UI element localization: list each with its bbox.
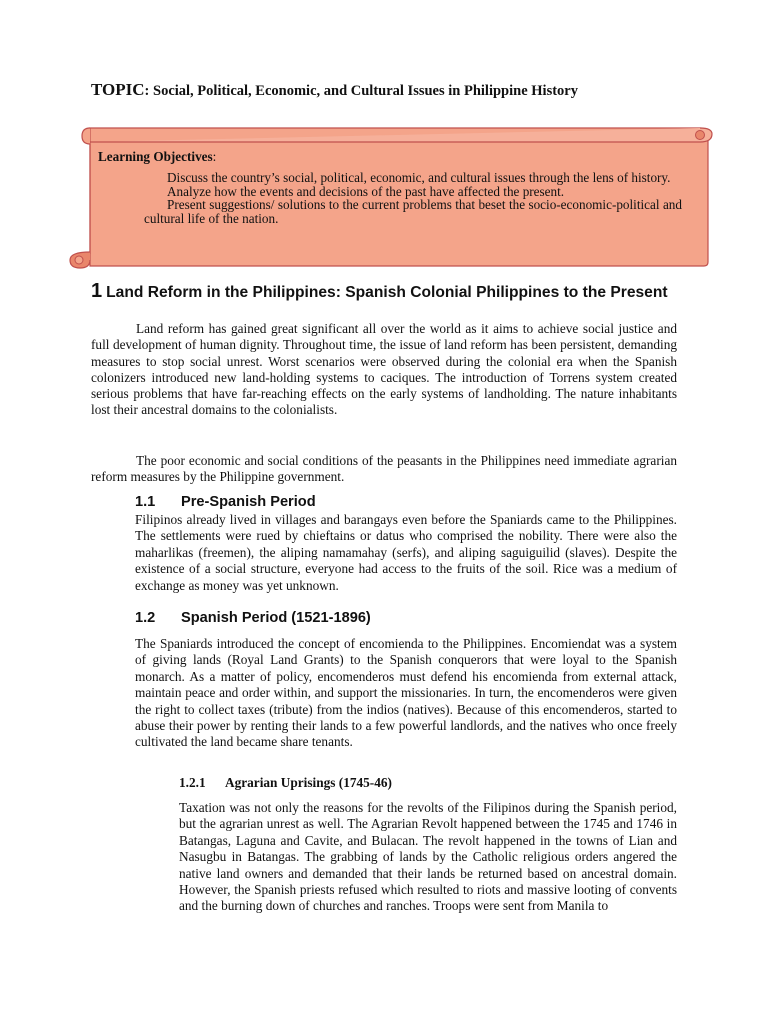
topic-title: : Social, Political, Economic, and Cultural Issues in Philippine History [144, 83, 578, 99]
objective-item: Discuss the country’s social, political, economic, and cultural issues through the lens of history. [167, 170, 671, 186]
paragraph: The Spaniards introduced the concept of encomienda to the Philippines. Encomiendat was a system of giving lands (Royal Land Grants) to the Spanish conquerors that were loyal to the Spanish monarch. As a matter of policy, encomenderos must defend his encomienda from external attack, maintain peace and order within, and support the missionaries. In turn, the encomenderos were given the right to collect taxes (tribute) from the indios (natives). Because of this encomenderos, started to abuse their power by renting their lands to a few powerful landlords, and the natives who once freely cultivated the land became share tenants. [135, 636, 677, 750]
paragraph: Taxation was not only the reasons for the revolts of the Filipinos during the Spanish period, but the agrarian unrest as well. The Agrarian Revolt happened between the 1745 and 1746 in Batangas, Laguna and Cavite, and Bulacan. The revolt happened in the towns of Lian and Nasugbu in Batangas. The grabbing of lands by the Catholic religious orders angered the native land owners and demanded that their lands be returned based on ancestral domain. However, the Spanish priests refused which resulted to riots and massive looting of convents and the burning down of churches and ranches. Troops were sent from Manila to [179, 800, 677, 914]
subsubsection-number: 1.2.1 [179, 775, 206, 790]
subsection-number: 1.2 [135, 610, 156, 626]
paragraph: Filipinos already lived in villages and barangays even before the Spaniards came to the Philippines. The settlements were rued by chieftains or datus who comprised the nobility. There were also the maharlikas (freemen), the aliping namamahay (serfs), and aliping saguiguilid (slaves). Despite the existence of a social structure, everyone had access to the fruits of the soil. Rice was a medium of exchange as money was yet unknown. [135, 512, 677, 593]
subsection-title: Pre-Spanish Period [181, 494, 316, 510]
subsubsection-heading [179, 775, 392, 791]
topic-label: TOPIC [91, 80, 145, 99]
subsection-title: Spanish Period (1521-1896) [181, 610, 371, 626]
page-title [91, 80, 677, 101]
objective-item: Analyze how the events and decisions of the past have affected the present. [167, 183, 565, 199]
section-heading [91, 281, 691, 303]
subsubsection-title: Agrarian Uprisings (1745-46) [225, 775, 392, 790]
learning-objectives [98, 150, 682, 225]
subsection-number: 1.1 [135, 494, 156, 510]
section-number: 1 [91, 280, 103, 302]
subsection-heading [135, 493, 316, 511]
objective-item: Present suggestions/ solutions to the current problems that beset the socio-economic-political and cultural life of the nation. [144, 197, 682, 226]
objectives-heading: Learning Objectives: [98, 149, 217, 164]
section-title: Land Reform in the Philippines: Spanish Colonial Philippines to the Present [106, 284, 668, 301]
subsection-heading [135, 609, 371, 627]
paragraph: Land reform has gained great significant all over the world as it aims to achieve social justice and full development of human dignity. Throughout time, the issue of land reform has been persistent, demanding measures to stop social unrest. Worst scenarios were observed during the colonial era when the Spanish colonizers introduced new land-holding systems to caciques. The introduction of Torrens system created serious problems that have far-reaching effects on the early systems of landholding. The nature inhabitants lost their ancestral domains to the colonialists. [91, 321, 677, 418]
paragraph: The poor economic and social conditions of the peasants in the Philippines need immediate agrarian reform measures by the Philippine government. [91, 453, 677, 485]
